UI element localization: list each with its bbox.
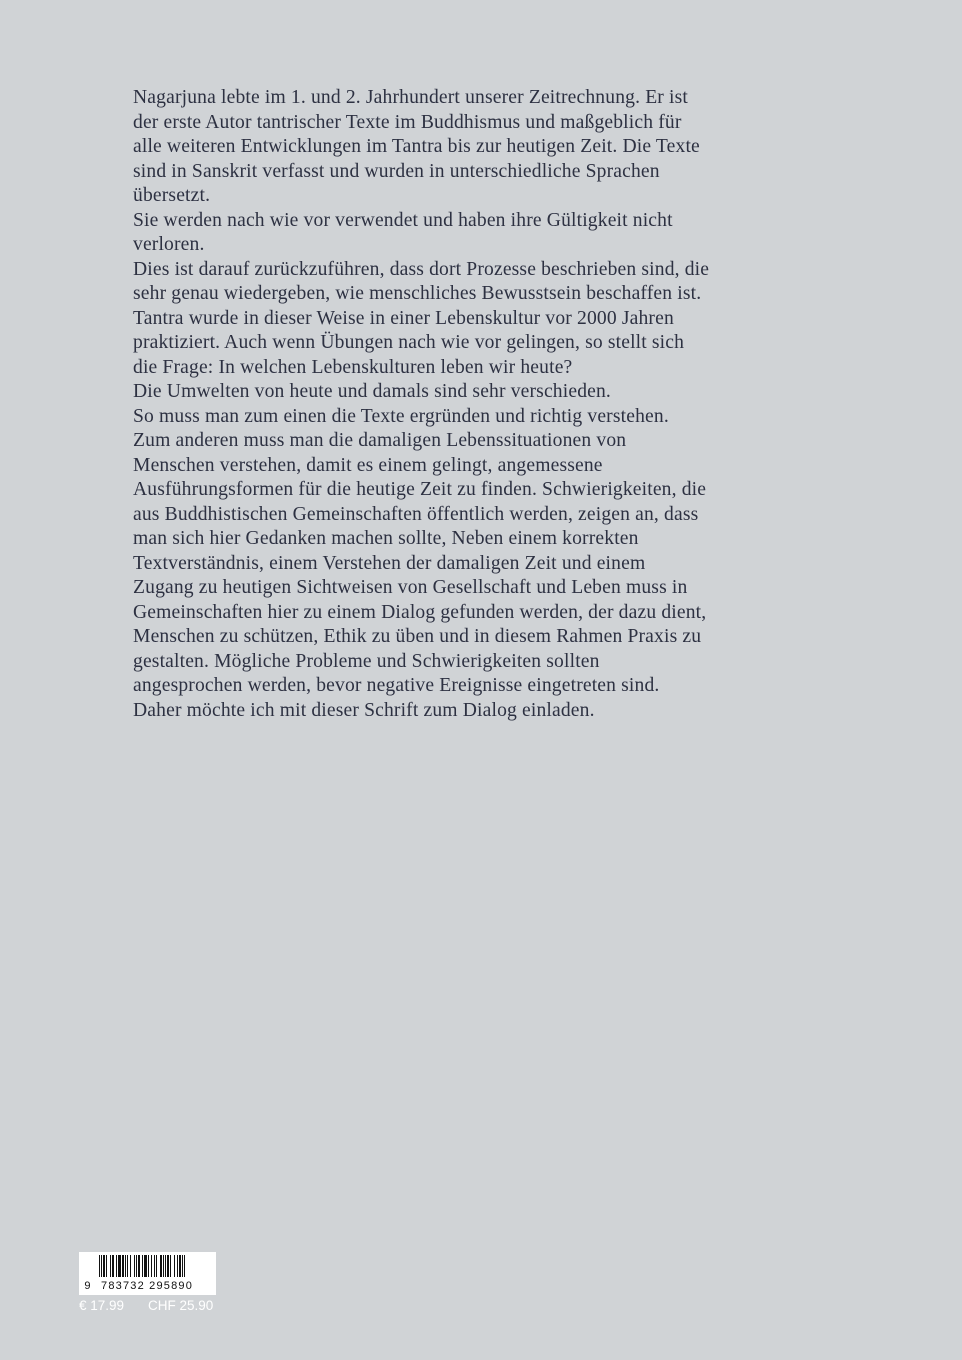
blurb-line: Menschen verstehen, damit es einem gelingt, angemessene [133, 454, 603, 476]
barcode-bar [112, 1255, 114, 1277]
blurb-line: praktiziert. Auch wenn Übungen nach wie vor gelingen, so stellt sich [133, 332, 685, 353]
blurb-line: verloren. [133, 234, 205, 255]
blurb-line: Ausführungsformen für die heutige Zeit zu finden. Schwierigkeiten, die [133, 479, 707, 500]
blurb-line: der erste Autor tantrischer Texte im Buddhismus und maßgeblich für [133, 111, 682, 133]
barcode-bar [106, 1255, 107, 1277]
barcode-bar [138, 1255, 140, 1277]
barcode-bar [122, 1255, 124, 1277]
blurb-line: Daher möchte ich mit dieser Schrift zum Dialog einladen. [133, 699, 595, 721]
barcode-bar [163, 1255, 164, 1277]
price-eur: € 17.99 [79, 1298, 125, 1313]
barcode-bar [110, 1255, 111, 1277]
back-cover-blurb [133, 86, 833, 723]
barcode-bar [167, 1255, 169, 1277]
blurb-line: übersetzt. [133, 185, 211, 206]
barcode-bar [136, 1255, 137, 1277]
blurb-line: Sie werden nach wie vor verwendet und haben ihre Gültigkeit nicht [133, 209, 673, 231]
barcode-bar [156, 1255, 157, 1277]
barcode-bar [165, 1255, 166, 1277]
isbn-digits [79, 1279, 216, 1293]
barcode-bar [174, 1255, 175, 1277]
barcode-bar [125, 1255, 126, 1277]
barcode-bar [116, 1255, 117, 1277]
price-chf: CHF 25.90 [148, 1298, 214, 1313]
blurb-line: man sich hier Gedanken machen sollte, Neben einem korrekten [133, 528, 639, 549]
barcode-bar [127, 1255, 128, 1277]
barcode-bars [79, 1252, 216, 1279]
isbn-barcode [79, 1252, 216, 1295]
blurb-line: Nagarjuna lebte im 1. und 2. Jahrhundert unserer Zeitrechnung. Er ist [133, 87, 688, 108]
blurb-line: So muss man zum einen die Texte ergründen und richtig verstehen. [133, 405, 669, 427]
blurb-line: die Frage: In welchen Lebenskulturen leben wir heute? [133, 356, 573, 378]
isbn-digit-groups: 783732 295890 [101, 1280, 194, 1292]
barcode-bar [101, 1255, 102, 1277]
barcode-bar [151, 1255, 152, 1277]
barcode-bar [148, 1255, 149, 1277]
isbn-lead-digit: 9 [84, 1280, 92, 1292]
blurb-line: Textverständnis, einem Verstehen der damaligen Zeit und einem [133, 552, 646, 574]
blurb-line: Die Umwelten von heute und damals sind sehr verschieden. [133, 381, 611, 402]
blurb-line: Dies ist darauf zurückzuführen, dass dort Prozesse beschrieben sind, die [133, 258, 710, 280]
blurb-line: Menschen zu schützen, Ethik zu üben und in diesem Rahmen Praxis zu [133, 626, 702, 647]
barcode-bar [134, 1255, 135, 1277]
barcode-bar [142, 1255, 143, 1277]
blurb-line: sind in Sanskrit verfasst und wurden in unterschiedliche Sprachen [133, 160, 660, 182]
barcode-bar [184, 1255, 185, 1277]
blurb-line: Zum anderen muss man die damaligen Lebenssituationen von [133, 430, 627, 451]
barcode-bar [154, 1255, 155, 1277]
barcode-bar [144, 1255, 147, 1277]
barcode-bar [177, 1255, 178, 1277]
barcode-bar [160, 1255, 162, 1277]
blurb-line: Tantra wurde in dieser Weise in einer Lebenskultur vor 2000 Jahren [133, 307, 674, 329]
barcode-bar [179, 1255, 181, 1277]
barcode-bar [99, 1255, 100, 1277]
barcode-bar [182, 1255, 183, 1277]
barcode-bar [170, 1255, 171, 1277]
blurb-line: sehr genau wiedergeben, wie menschliches Bewusstsein beschaffen ist. [133, 283, 702, 304]
blurb-line: alle weiteren Entwicklungen im Tantra bis zur heutigen Zeit. Die Texte [133, 136, 700, 157]
blurb-line: aus Buddhistischen Gemeinschaften öffentlich werden, zeigen an, dass [133, 503, 699, 525]
blurb-line: angesprochen werden, bevor negative Ereignisse eingetreten sind. [133, 675, 660, 696]
blurb-line: Gemeinschaften hier zu einem Dialog gefunden werden, der dazu dient, [133, 601, 707, 623]
barcode-bar [130, 1255, 131, 1277]
barcode-bar [118, 1255, 121, 1277]
blurb-line: Zugang zu heutigen Sichtweisen von Gesellschaft und Leben muss in [133, 577, 688, 598]
blurb-line: gestalten. Mögliche Probleme und Schwierigkeiten sollten [133, 650, 600, 672]
barcode-bar [103, 1255, 105, 1277]
